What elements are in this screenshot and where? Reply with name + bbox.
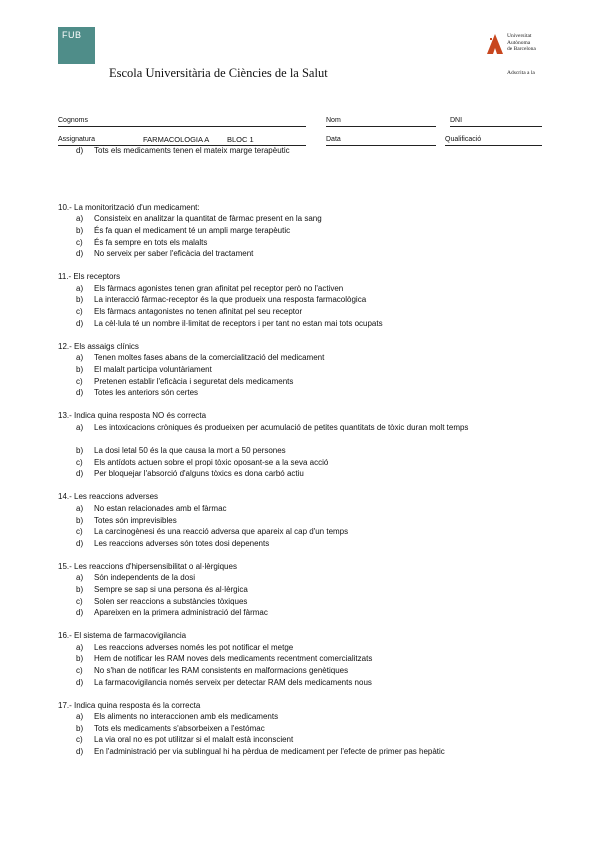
option-letter: b) [76, 585, 84, 594]
option-letter: b) [76, 295, 84, 304]
question-option [76, 238, 546, 248]
option-letter: c) [76, 527, 83, 536]
option-text: No estan relacionades amb el fàrmac [94, 504, 227, 513]
question-option [76, 388, 546, 398]
option-text: La carcinogènesi és una reacció adversa que apareix al cap d'un temps [94, 527, 349, 536]
option-text: La dosi letal 50 és la que causa la mort a 50 persones [94, 446, 286, 455]
option-letter: d) [76, 539, 84, 548]
option-text: La via oral no es pot utilitzar si el malalt està inconscient [94, 735, 294, 744]
option-letter: d) [76, 678, 84, 687]
option-letter: c) [76, 307, 83, 316]
question-option [76, 585, 546, 595]
dni-line [450, 126, 542, 127]
uab-logo-icon [487, 34, 503, 54]
option-letter: d) [76, 469, 84, 478]
option-letter: d) [76, 608, 84, 617]
question-title: 16.- El sistema de farmacovigilancia [58, 631, 187, 640]
option-letter: a) [76, 643, 84, 652]
option-text: Les reaccions adverses només les pot notificar el metge [94, 643, 294, 652]
option-letter: b) [76, 226, 84, 235]
option-letter: c) [76, 458, 83, 467]
question-title: 17.- Indica quina resposta és la correcta [58, 701, 201, 710]
question-option [76, 712, 546, 722]
question-option [76, 365, 546, 375]
option-text: En l'administració per via sublingual hi ha pèrdua de medicament per l'efecte de primer pas hepàtic [94, 747, 445, 756]
question-option [76, 295, 546, 305]
option-letter: b) [76, 654, 84, 663]
option-text: La farmacovigilancia només serveix per detectar RAM dels medicaments nous [94, 678, 372, 687]
question-option [76, 353, 546, 363]
question-option [76, 458, 546, 468]
option-letter: a) [76, 573, 84, 582]
option-text: Hem de notificar les RAM noves dels medicaments recentment comercialitzats [94, 654, 373, 663]
question-option [76, 539, 546, 549]
data-label: Data [326, 136, 341, 143]
bloc-value: BLOC 1 [227, 135, 254, 144]
option-letter: b) [76, 516, 84, 525]
question-option [76, 597, 546, 607]
option-letter: c) [76, 238, 83, 247]
dni-label: DNI [450, 117, 463, 124]
option-text: Totes les anteriors són certes [94, 388, 199, 397]
option-letter: a) [76, 712, 84, 721]
option-letter: d) [76, 146, 84, 155]
option-text: Els antídots actuen sobre el propi tòxic oposant-se a la seva acció [94, 458, 329, 467]
option-text: Són independents de la dosi [94, 573, 195, 582]
question-option [76, 666, 546, 676]
option-text: Totes són imprevisibles [94, 516, 177, 525]
school-title: Escola Universitària de Ciències de la Salut [109, 66, 328, 80]
question-option [76, 377, 546, 387]
option-text: El malalt participa voluntàriament [94, 365, 212, 374]
question-option [76, 724, 546, 734]
question-option [76, 516, 546, 526]
question-title: 10.- La monitorització d'un medicament: [58, 203, 200, 212]
question-title: 13.- Indica quina resposta NO és correcta [58, 411, 207, 420]
option-letter: c) [76, 735, 83, 744]
option-text: Els fàrmacs antagonistes no tenen afinitat pel seu receptor [94, 307, 303, 316]
question-option [76, 284, 546, 294]
question-option [76, 249, 546, 259]
carryover-option [76, 146, 546, 156]
option-text: Pretenen establir l'eficàcia i seguretat dels medicaments [94, 377, 294, 386]
option-text: Tots els medicaments tenen el mateix marge terapèutic [94, 146, 290, 155]
question-option [76, 307, 546, 317]
option-text: Tenen moltes fases abans de la comercialització del medicament [94, 353, 325, 362]
question-title: 14.- Les reaccions adverses [58, 492, 159, 501]
uab-affiliation: Adscrita a la [507, 70, 535, 76]
option-letter: a) [76, 423, 84, 432]
question-option [76, 226, 546, 236]
question-option [76, 735, 546, 745]
uab-name: Universitat Autònoma de Barcelona [507, 33, 536, 52]
option-letter: d) [76, 249, 84, 258]
option-text: No s'han de notificar les RAM consistents en malformacions genètiques [94, 666, 349, 675]
fub-logo [58, 27, 95, 64]
option-text: Per bloquejar l'absorció d'alguns tòxics es dona carbó actiu [94, 469, 304, 478]
option-letter: d) [76, 388, 84, 397]
option-text: És fa quan el medicament té un ampli marge terapèutic [94, 226, 291, 235]
question-option [76, 504, 546, 514]
nom-line [326, 126, 436, 127]
option-text: Solen ser reaccions a substàncies tòxiques [94, 597, 248, 606]
option-text: No serveix per saber l'eficàcia del tractament [94, 249, 254, 258]
option-letter: b) [76, 446, 84, 455]
nom-label: Nom [326, 117, 341, 124]
question-option [76, 608, 546, 618]
cognoms-label: Cognoms [58, 117, 88, 124]
assignatura-value: FARMACOLOGIA A [143, 135, 210, 144]
option-text: Les intoxicacions cròniques és produeixen per acumulació de petites quantitats de tòxic duran molt temps [94, 423, 469, 432]
option-text: Els aliments no interaccionen amb els medicaments [94, 712, 279, 721]
question-option [76, 527, 546, 537]
option-letter: d) [76, 319, 84, 328]
option-text: Sempre se sap si una persona és al·lèrgica [94, 585, 248, 594]
option-text: La cèl·lula té un nombre il·limitat de receptors i per tant no estan mai tots ocupats [94, 319, 383, 328]
question-option [76, 214, 546, 224]
qualificacio-label: Qualificació [445, 136, 482, 143]
question-option [76, 469, 546, 479]
option-text: Els fàrmacs agonistes tenen gran afinitat pel receptor però no l'activen [94, 284, 344, 293]
option-letter: a) [76, 284, 84, 293]
question-option [76, 319, 546, 329]
option-text: Apareixen en la primera administració del fàrmac [94, 608, 268, 617]
option-letter: a) [76, 353, 84, 362]
option-text: Les reaccions adverses són totes dosi depenents [94, 539, 270, 548]
option-letter: c) [76, 597, 83, 606]
option-letter: c) [76, 377, 83, 386]
question-title: 12.- Els assaigs clínics [58, 342, 139, 351]
question-title: 15.- Les reaccions d'hipersensibilitat o al·lèrgiques [58, 562, 237, 571]
question-option [76, 446, 546, 456]
question-title: 11.- Els receptors [58, 272, 121, 281]
option-letter: b) [76, 724, 84, 733]
option-text: És fa sempre en tots els malalts [94, 238, 208, 247]
option-text: La interacció fàrmac-receptor és la que produeix una resposta farmacològica [94, 295, 367, 304]
question-option [76, 654, 546, 664]
option-text: Tots els medicaments s'absorbeixen a l'estómac [94, 724, 265, 733]
option-letter: a) [76, 214, 84, 223]
question-option [76, 678, 546, 688]
cognoms-line [58, 126, 306, 127]
assignatura-label: Assignatura [58, 136, 95, 143]
question-option [76, 573, 546, 583]
question-option [76, 747, 546, 757]
option-letter: c) [76, 666, 83, 675]
option-text: Consisteix en analitzar la quantitat de fàrmac present en la sang [94, 214, 322, 223]
option-letter: a) [76, 504, 84, 513]
option-letter: d) [76, 747, 84, 756]
fub-logo-text: FUB [62, 30, 82, 40]
question-option [76, 423, 546, 433]
option-letter: b) [76, 365, 84, 374]
question-option [76, 643, 546, 653]
